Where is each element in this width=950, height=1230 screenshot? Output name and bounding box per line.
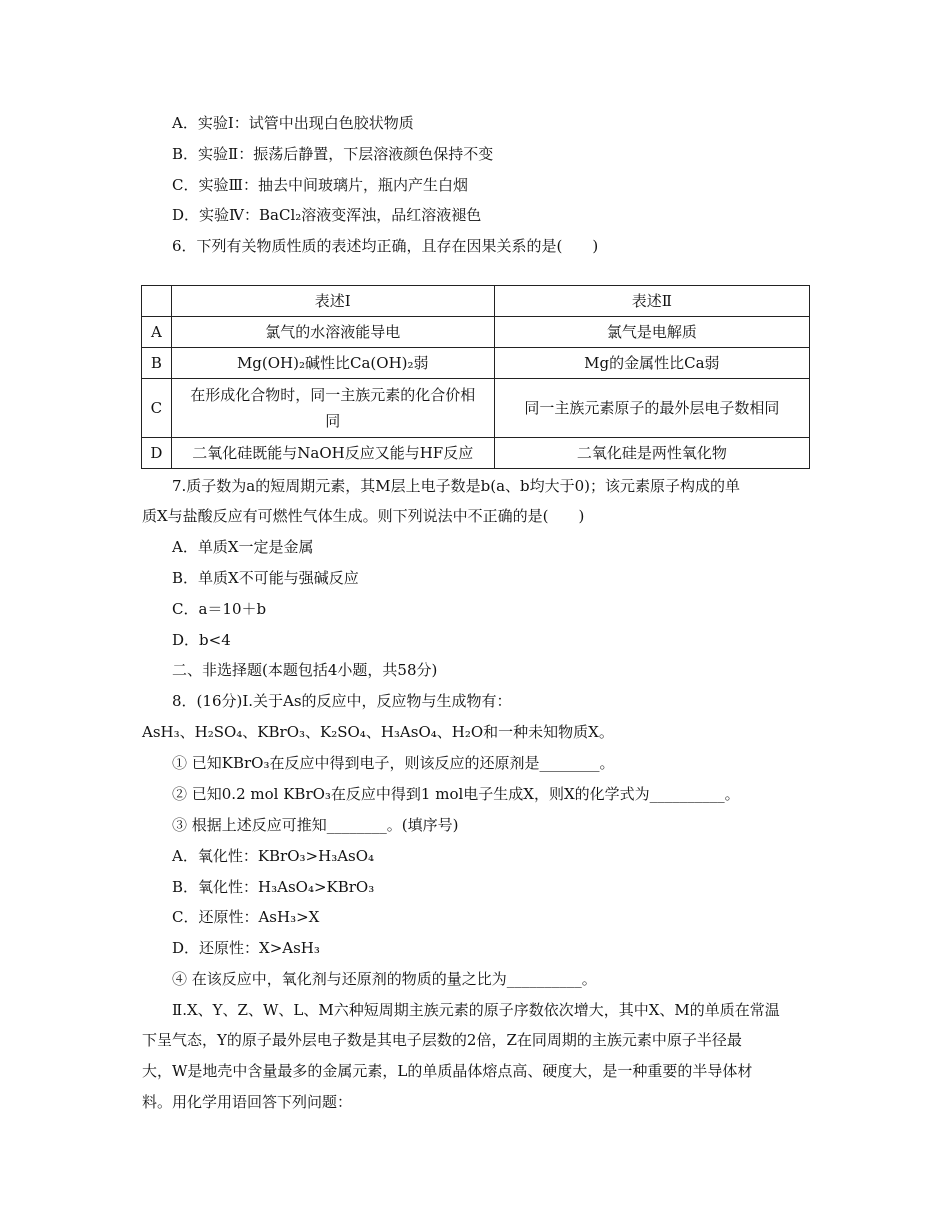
table-cell: 在形成化合物时，同一主族元素的化合价相同 bbox=[171, 379, 494, 438]
table-cell: Mg的金属性比Ca弱 bbox=[494, 348, 809, 379]
question-7-stem-line1: 7.质子数为a的短周期元素，其M层上电子数是b(a、b均大于0)；该元素原子构成的单 bbox=[172, 477, 741, 495]
q8-part2-line4: 料。用化学用语回答下列问题： bbox=[142, 1093, 353, 1111]
table-cell: 氯气的水溶液能导电 bbox=[171, 317, 494, 348]
table-cell: 氯气是电解质 bbox=[494, 317, 809, 348]
q8-part2-line3: 大，W是地壳中含量最多的金属元素，L的单质晶体熔点高、硬度大，是一种重要的半导体材 bbox=[142, 1062, 753, 1080]
q8-sub-question-2: ② 已知0.2 mol KBrO₃在反应中得到1 mol电子生成X，则X的化学式为__________。 bbox=[172, 785, 740, 803]
section-heading: 二、非选择题(本题包括4小题，共58分) bbox=[172, 661, 438, 679]
table-cell: 二氧化硅既能与NaOH反应又能与HF反应 bbox=[171, 438, 494, 469]
row-label: A bbox=[142, 317, 172, 348]
q8-option-b: B．氧化性：H₃AsO₄>KBrO₃ bbox=[172, 878, 375, 896]
q8-sub-question-3: ③ 根据上述反应可推知________。(填序号) bbox=[172, 816, 459, 834]
option-b: B．实验Ⅱ：振荡后静置，下层溶液颜色保持不变 bbox=[172, 145, 494, 163]
comparison-table bbox=[141, 285, 810, 469]
table-row bbox=[142, 348, 810, 379]
option-c: C．实验Ⅲ：抽去中间玻璃片，瓶内产生白烟 bbox=[172, 176, 468, 194]
question-7-stem-line2: 质X与盐酸反应有可燃性气体生成。则下列说法中不正确的是( ) bbox=[142, 507, 585, 525]
question-8-stem: 8．(16分)Ⅰ.关于As的反应中，反应物与生成物有： bbox=[172, 692, 512, 710]
option-a: A．实验Ⅰ：试管中出现白色胶状物质 bbox=[172, 114, 414, 132]
row-label: B bbox=[142, 348, 172, 379]
table-header-cell: 表述Ⅱ bbox=[494, 286, 809, 317]
table-row bbox=[142, 317, 810, 348]
table-cell: 同一主族元素原子的最外层电子数相同 bbox=[494, 379, 809, 438]
table-header-cell: 表述Ⅰ bbox=[171, 286, 494, 317]
row-label: C bbox=[142, 379, 172, 438]
q8-sub-question-4: ④ 在该反应中，氧化剂与还原剂的物质的量之比为__________。 bbox=[172, 970, 597, 988]
q7-option-c: C．a＝10＋b bbox=[172, 600, 267, 618]
question-8-substances: AsH₃、H₂SO₄、KBrO₃、K₂SO₄、H₃AsO₄、H₂O和一种未知物质X。 bbox=[142, 723, 614, 741]
option-d: D．实验Ⅳ：BaCl₂溶液变浑浊，品红溶液褪色 bbox=[172, 206, 482, 224]
q7-option-b: B．单质X不可能与强碱反应 bbox=[172, 569, 359, 587]
q8-part2-line2: 下呈气态，Y的原子最外层电子数是其电子层数的2倍，Z在同周期的主族元素中原子半径最 bbox=[142, 1031, 742, 1049]
table-header-cell bbox=[142, 286, 172, 317]
q8-option-a: A．氧化性：KBrO₃>H₃AsO₄ bbox=[172, 847, 375, 865]
table-row bbox=[142, 379, 810, 438]
q7-option-a: A．单质X一定是金属 bbox=[172, 538, 314, 556]
table-cell: Mg(OH)₂碱性比Ca(OH)₂弱 bbox=[171, 348, 494, 379]
q7-option-d: D．b<4 bbox=[172, 631, 231, 649]
question-6-stem: 6．下列有关物质性质的表述均正确，且存在因果关系的是( ) bbox=[172, 237, 599, 255]
q8-option-d: D．还原性：X>AsH₃ bbox=[172, 939, 320, 957]
row-label: D bbox=[142, 438, 172, 469]
table-header-row bbox=[142, 286, 810, 317]
q8-part2-line1: Ⅱ.X、Y、Z、W、L、M六种短周期主族元素的原子序数依次增大，其中X、M的单质在常温 bbox=[172, 1001, 780, 1019]
table-cell: 二氧化硅是两性氧化物 bbox=[494, 438, 809, 469]
q8-sub-question-1: ① 已知KBrO₃在反应中得到电子，则该反应的还原剂是________。 bbox=[172, 754, 615, 772]
q8-option-c: C．还原性：AsH₃>X bbox=[172, 908, 320, 926]
table-row bbox=[142, 438, 810, 469]
